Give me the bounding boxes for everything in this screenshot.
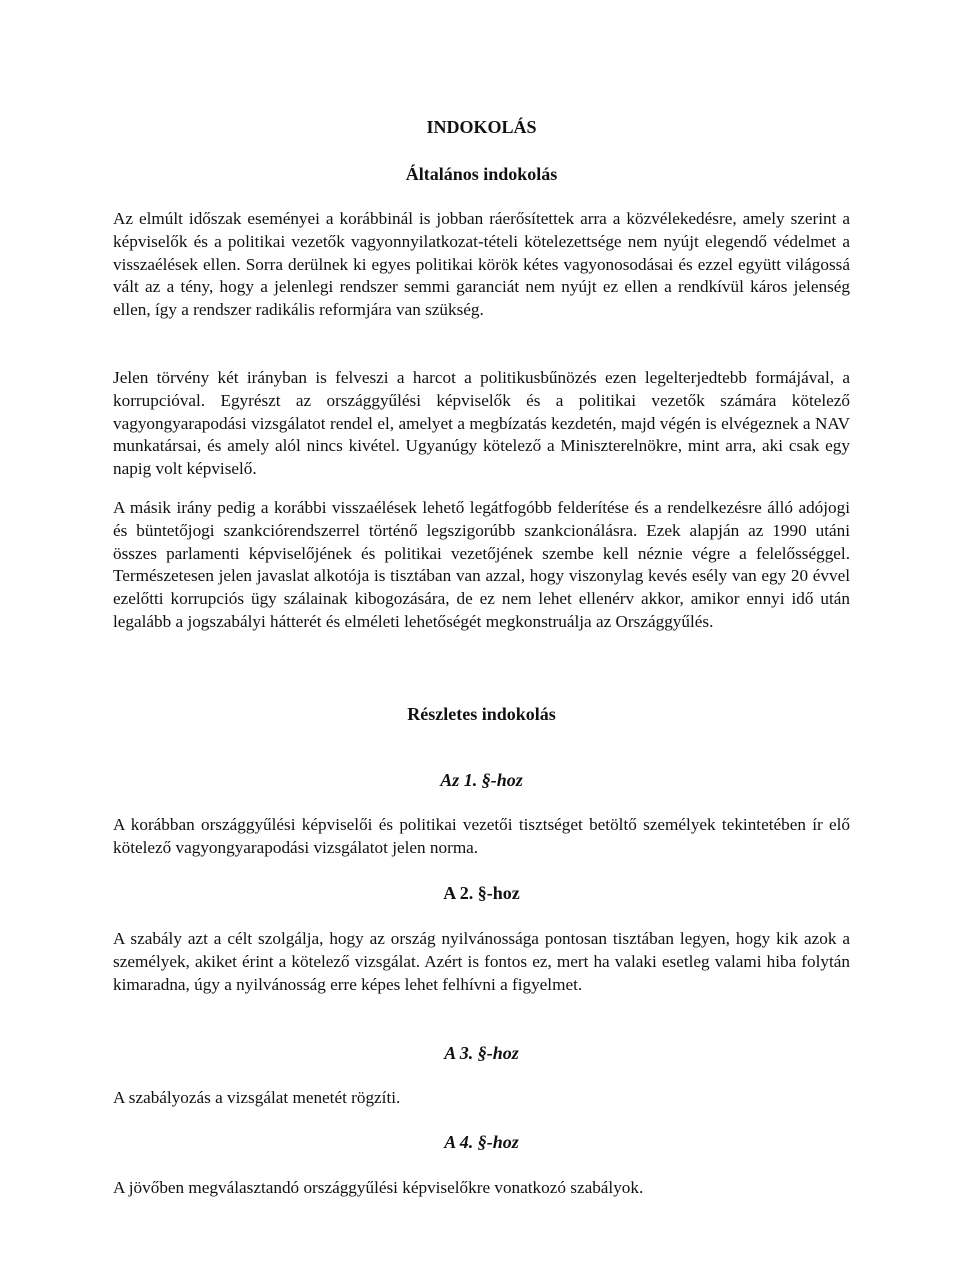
general-paragraph-1: Az elmúlt időszak eseményei a korábbinál is jobban ráerősítettek arra a közvélekedésre, amely szerint a képviselők és a politikai vezetők vagyonnyilatkozat-tételi kötelezettsége nem nyújt elegendő védelmet a visszaélések ellen. Sorra derülnek ki egyes politikai körök kétes vagyonosodásai és ezzel együtt világossá vált az a tény, hogy a jelenlegi rendszer semmi garanciát nem nyújt ez ellen a rendkívül káros jelenség ellen, így a rendszer radikális reformjára van szükség. — [113, 209, 850, 320]
general-heading: Általános indokolás — [405, 164, 558, 184]
section-2-text: A szabály azt a célt szolgálja, hogy az ország nyilvánossága pontosan tisztában legyen, hogy kik azok a személyek, akiket érint a kötelező vizsgálat. Azért is fontos ez, mert ha valaki esetleg valami hiba folytán kimaradna, úgy a nyilvánosság erre képes lehet felhívni a figyelmet. — [113, 929, 850, 994]
section-1-ref: Az 1. §-hoz — [440, 770, 523, 790]
document-page — [113, 0, 850, 1282]
detailed-heading: Részletes indokolás — [407, 704, 556, 724]
section-4-text: A jövőben megválasztandó országgyűlési képviselőkre vonatkozó szabályok. — [113, 1178, 644, 1197]
document-title: INDOKOLÁS — [426, 117, 537, 137]
general-paragraph-2: Jelen törvény két irányban is felveszi a harcot a politikusbűnözés ezen legelterjedtebb formájával, a korrupcióval. Egyrészt az országgyűlési képviselők és a politikai vezetők számára kötelező vagyongyarapodási vizsgálatot rendel el, amelyet a megbízatás kezdetén, majd végén is elvégeznek a NAV munkatársai, és amely alól nincs kivétel. Ugyanúgy kötelező a Miniszterelnökre, mint arra, aki csak egy napig volt képviselő. — [113, 368, 850, 479]
section-2-ref: A 2. §-hoz — [443, 883, 520, 903]
section-4-ref: A 4. §-hoz — [444, 1132, 519, 1152]
section-3-ref: A 3. §-hoz — [444, 1043, 519, 1063]
general-paragraph-3: A másik irány pedig a korábbi visszaélések lehető legátfogóbb felderítése és a rendelkezésre álló adójogi és büntetőjogi szankciórendszerrel történő legszigorúbb szankcionálásra. Ezek alapján az 1990 utáni összes parlamenti képviselőjének és politikai vezetőjének szembe kell néznie végre a felelősséggel. Természetesen jelen javaslat alkotója is tisztában van azzal, hogy viszonylag kevés esély van egy 20 évvel ezelőtti korrupciós ügy szálainak kibogozására, de ez nem lehet ellenérv akkor, amikor ennyi idő után legalább a jogszabályi hátterét és elméleti lehetőségét megkonstruálja az Országgyűlés. — [113, 498, 850, 631]
section-1-text: A korábban országgyűlési képviselői és politikai vezetői tisztséget betöltő személyek tekintetében ír elő kötelező vagyongyarapodási vizsgálatot jelen norma. — [113, 815, 850, 857]
section-3-text: A szabályozás a vizsgálat menetét rögzíti. — [113, 1088, 401, 1107]
